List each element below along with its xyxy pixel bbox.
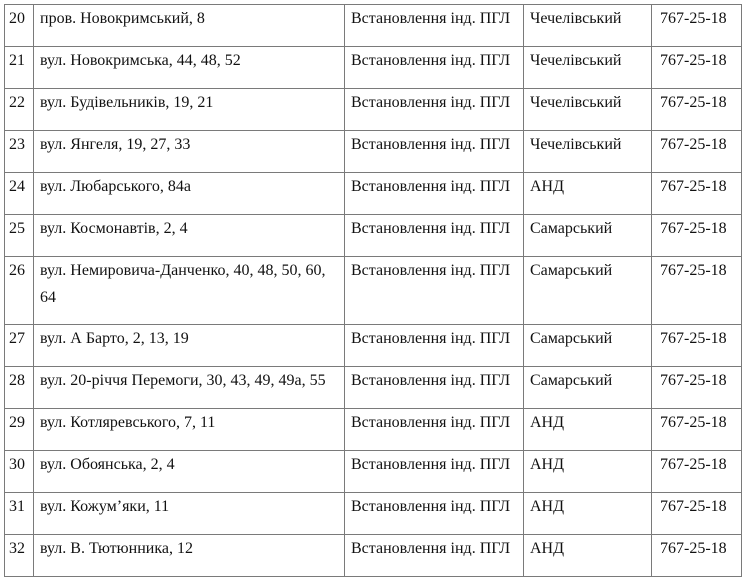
work-type-cell (345, 451, 524, 493)
district-cell (524, 47, 652, 89)
address: вул. Новокримська, 44, 48, 52 (40, 52, 241, 69)
table-row (5, 215, 742, 257)
row-number: 29 (9, 414, 25, 431)
row-number-cell (5, 325, 34, 367)
work-type-cell (345, 367, 524, 409)
work-type: Встановлення інд. ПГЛ (351, 220, 511, 237)
work-type: Встановлення інд. ПГЛ (351, 262, 511, 279)
phone-cell (652, 409, 742, 451)
address-cell (34, 325, 345, 367)
row-number-cell (5, 451, 34, 493)
district: АНД (530, 540, 565, 557)
work-type: Встановлення інд. ПГЛ (351, 178, 511, 195)
phone-cell (652, 215, 742, 257)
address-cell (34, 493, 345, 535)
phone: 767-25-18 (660, 372, 727, 389)
row-number-cell (5, 131, 34, 173)
district: Чечелівський (530, 52, 622, 69)
address: вул. Будівельників, 19, 21 (40, 94, 214, 111)
address-cell (34, 409, 345, 451)
phone: 767-25-18 (660, 498, 727, 515)
district-cell (524, 131, 652, 173)
work-type: Встановлення інд. ПГЛ (351, 136, 511, 153)
phone: 767-25-18 (660, 262, 727, 279)
table-row (5, 47, 742, 89)
work-type: Встановлення інд. ПГЛ (351, 330, 511, 347)
address: вул. В. Тютюнника, 12 (40, 540, 193, 557)
address-cell (34, 257, 345, 325)
work-type: Встановлення інд. ПГЛ (351, 372, 511, 389)
row-number-cell (5, 89, 34, 131)
phone: 767-25-18 (660, 414, 727, 431)
address-cell (34, 535, 345, 577)
row-number-cell (5, 493, 34, 535)
work-schedule-table (4, 4, 742, 577)
row-number: 24 (9, 178, 25, 195)
row-number: 23 (9, 136, 25, 153)
district-cell (524, 451, 652, 493)
district-cell (524, 325, 652, 367)
address: вул. Космонавтів, 2, 4 (40, 220, 188, 237)
address: пров. Новокримський, 8 (40, 10, 205, 27)
table-row (5, 367, 742, 409)
phone-cell (652, 535, 742, 577)
phone-cell (652, 493, 742, 535)
phone-cell (652, 451, 742, 493)
row-number: 31 (9, 498, 25, 515)
district: Чечелівський (530, 94, 622, 111)
phone-cell (652, 173, 742, 215)
phone: 767-25-18 (660, 10, 727, 27)
phone-cell (652, 89, 742, 131)
address-cell (34, 47, 345, 89)
phone: 767-25-18 (660, 330, 727, 347)
row-number: 27 (9, 330, 25, 347)
phone-cell (652, 367, 742, 409)
row-number: 26 (9, 262, 25, 279)
phone-cell (652, 325, 742, 367)
address-cell (34, 89, 345, 131)
address: вул. А Барто, 2, 13, 19 (40, 330, 189, 347)
district-cell (524, 409, 652, 451)
row-number: 22 (9, 94, 25, 111)
table-row (5, 131, 742, 173)
work-type-cell (345, 131, 524, 173)
address-cell (34, 173, 345, 215)
district-cell (524, 89, 652, 131)
row-number: 20 (9, 10, 25, 27)
work-type-cell (345, 257, 524, 325)
row-number: 30 (9, 456, 25, 473)
phone: 767-25-18 (660, 178, 727, 195)
district-cell (524, 173, 652, 215)
phone-cell (652, 131, 742, 173)
row-number: 28 (9, 372, 25, 389)
row-number-cell (5, 47, 34, 89)
district-cell (524, 493, 652, 535)
table-row (5, 409, 742, 451)
district-cell (524, 257, 652, 325)
district: АНД (530, 456, 565, 473)
row-number-cell (5, 409, 34, 451)
work-type: Встановлення інд. ПГЛ (351, 10, 511, 27)
phone-cell (652, 47, 742, 89)
work-type-cell (345, 47, 524, 89)
table-row (5, 89, 742, 131)
address: вул. Немировича-Данченко, 40, 48, 50, 60, 64 (40, 262, 326, 306)
work-type: Встановлення інд. ПГЛ (351, 498, 511, 515)
row-number-cell (5, 215, 34, 257)
work-type: Встановлення інд. ПГЛ (351, 456, 511, 473)
table-row (5, 535, 742, 577)
table-row (5, 257, 742, 325)
work-type-cell (345, 535, 524, 577)
row-number: 32 (9, 540, 25, 557)
table-body (5, 5, 742, 577)
row-number-cell (5, 257, 34, 325)
district: АНД (530, 498, 565, 515)
table-row (5, 5, 742, 47)
work-type-cell (345, 409, 524, 451)
address-cell (34, 367, 345, 409)
address-cell (34, 215, 345, 257)
address-cell (34, 451, 345, 493)
district: Самарський (530, 262, 613, 279)
district: Самарський (530, 372, 613, 389)
district: АНД (530, 178, 565, 195)
work-type: Встановлення інд. ПГЛ (351, 52, 511, 69)
row-number-cell (5, 535, 34, 577)
work-type: Встановлення інд. ПГЛ (351, 94, 511, 111)
table-row (5, 493, 742, 535)
work-type-cell (345, 493, 524, 535)
address-cell (34, 131, 345, 173)
row-number-cell (5, 5, 34, 47)
district: Чечелівський (530, 10, 622, 27)
phone: 767-25-18 (660, 540, 727, 557)
row-number-cell (5, 173, 34, 215)
phone: 767-25-18 (660, 456, 727, 473)
district: Самарський (530, 330, 613, 347)
district: Чечелівський (530, 136, 622, 153)
phone: 767-25-18 (660, 136, 727, 153)
phone: 767-25-18 (660, 52, 727, 69)
table-row (5, 451, 742, 493)
phone-cell (652, 5, 742, 47)
address: вул. 20-річчя Перемоги, 30, 43, 49, 49а, 55 (40, 372, 326, 389)
work-type: Встановлення інд. ПГЛ (351, 414, 511, 431)
district-cell (524, 367, 652, 409)
address: вул. Обоянська, 2, 4 (40, 456, 175, 473)
address: вул. Янгеля, 19, 27, 33 (40, 136, 191, 153)
row-number: 21 (9, 52, 25, 69)
district-cell (524, 535, 652, 577)
district: Самарський (530, 220, 613, 237)
work-type-cell (345, 173, 524, 215)
work-type-cell (345, 5, 524, 47)
work-type-cell (345, 89, 524, 131)
work-type-cell (345, 215, 524, 257)
address: вул. Любарського, 84а (40, 178, 191, 195)
table-row (5, 325, 742, 367)
work-type: Встановлення інд. ПГЛ (351, 540, 511, 557)
work-type-cell (345, 325, 524, 367)
row-number: 25 (9, 220, 25, 237)
phone: 767-25-18 (660, 220, 727, 237)
phone: 767-25-18 (660, 94, 727, 111)
address: вул. Котляревського, 7, 11 (40, 414, 216, 431)
district-cell (524, 215, 652, 257)
table-row (5, 173, 742, 215)
address-cell (34, 5, 345, 47)
district-cell (524, 5, 652, 47)
row-number-cell (5, 367, 34, 409)
address: вул. Кожумʼяки, 11 (40, 498, 170, 515)
phone-cell (652, 257, 742, 325)
district: АНД (530, 414, 565, 431)
